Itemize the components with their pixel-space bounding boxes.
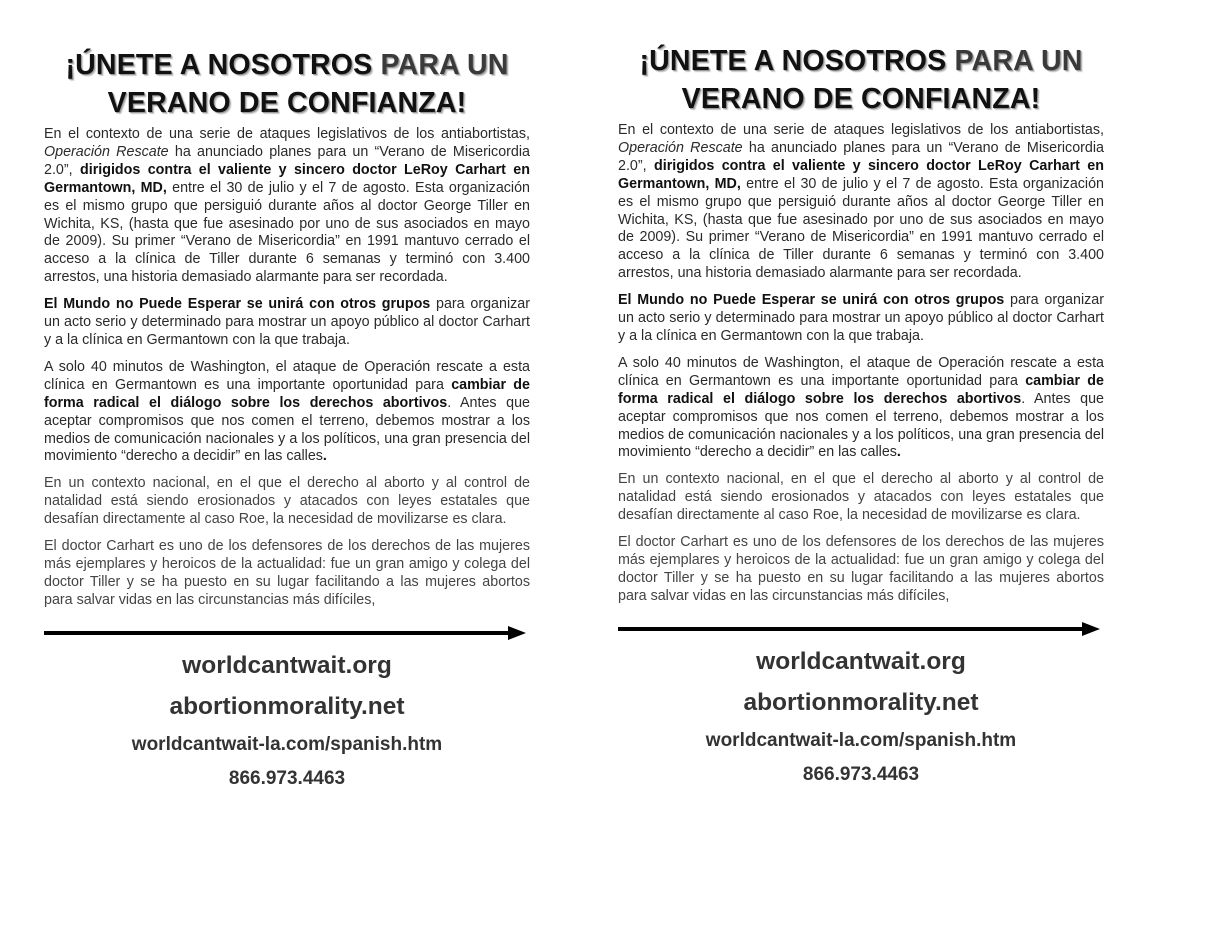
paragraph-national: En un contexto nacional, en el que el derecho al aborto y al control de natalidad está siendo erosionados y atacados con leyes estatales que desafían directamente al caso Roe, la necesidad de movilizarse es clara. (44, 475, 530, 528)
headline-line-1: ¡ÚNETE A NOSOTROS PARA UN (639, 45, 1083, 77)
headline-line-2: VERANO DE CONFIANZA! (107, 87, 467, 119)
contact-links (44, 652, 530, 790)
flyer-right (618, 42, 1104, 786)
flyer-body (618, 122, 1104, 606)
headline (44, 46, 530, 122)
paragraph-washington: A solo 40 minutos de Washington, el ataque de Operación rescate a esta clínica en Germantown es una importante oportunidad para cambiar de forma radical el diálogo sobre los derechos abortivos. Antes que aceptar compromisos que nos comen el terreno, debemos mostrar a los medios de comunicación nacionales y a los políticos, una gran presencia del movimiento “derecho a decidir” en las calles. (44, 358, 530, 465)
contact-links (618, 648, 1104, 786)
paragraph-national: En un contexto nacional, en el que el derecho al aborto y al control de natalidad está siendo erosionados y atacados con leyes estatales que desafían directamente al caso Roe, la necesidad de movilizarse es clara. (618, 471, 1104, 524)
paragraph-context: En el contexto de una serie de ataques legislativos de los antiabortistas, Operación Rescate ha anunciado planes para un “Verano de Misericordia 2.0”, dirigidos contra el valiente y sincero doctor LeRoy Carhart en Germantown, MD, entre el 30 de julio y el 7 de agosto. Esta organización es el mismo grupo que persiguió durante años al doctor George Tiller en Wichita, KS, (hasta que fue asesinado por uno de sus asociados en mayo de 2009). Su primer “Verano de Misericordia” en 1991 mantuvo cerrado el acceso a la clínica de Tiller durante 6 semanas y terminó con 3.400 arrestos, una historia demasiado alarmante para ser recordada. (618, 122, 1105, 282)
link-abortionmorality[interactable]: abortionmorality.net (743, 688, 979, 716)
flyer-body (44, 126, 530, 610)
flyer-left (44, 46, 530, 790)
link-worldcantwait-la[interactable]: worldcantwait-la.com/spanish.htm (131, 733, 443, 755)
phone-number: 866.973.4463 (228, 767, 346, 789)
right-arrow-icon (44, 626, 526, 640)
paragraph-join: El Mundo no Puede Esperar se unirá con otros grupos para organizar un acto serio y determinado para mostrar un apoyo público al doctor Carhart y a la clínica en Germantown con la que trabaja. (618, 292, 1104, 344)
link-worldcantwait[interactable]: worldcantwait.org (182, 651, 392, 679)
phone-number: 866.973.4463 (802, 763, 920, 785)
headline-line-1: ¡ÚNETE A NOSOTROS PARA UN (65, 49, 509, 81)
headline (618, 42, 1104, 118)
paragraph-join: El Mundo no Puede Esperar se unirá con otros grupos para organizar un acto serio y determinado para mostrar un apoyo público al doctor Carhart y a la clínica en Germantown con la que trabaja. (44, 296, 530, 348)
right-arrow-icon (618, 622, 1100, 636)
link-worldcantwait-la[interactable]: worldcantwait-la.com/spanish.htm (705, 729, 1017, 751)
link-worldcantwait[interactable]: worldcantwait.org (756, 647, 966, 675)
paragraph-context: En el contexto de una serie de ataques legislativos de los antiabortistas, Operación Rescate ha anunciado planes para un “Verano de Misericordia 2.0”, dirigidos contra el valiente y sincero doctor LeRoy Carhart en Germantown, MD, entre el 30 de julio y el 7 de agosto. Esta organización es el mismo grupo que persiguió durante años al doctor George Tiller en Wichita, KS, (hasta que fue asesinado por uno de sus asociados en mayo de 2009). Su primer “Verano de Misericordia” en 1991 mantuvo cerrado el acceso a la clínica de Tiller durante 6 semanas y terminó con 3.400 arrestos, una historia demasiado alarmante para ser recordada. (44, 126, 531, 286)
headline-line-2: VERANO DE CONFIANZA! (681, 83, 1041, 115)
paragraph-carhart: El doctor Carhart es uno de los defensores de los derechos de las mujeres más ejemplares y heroicos de la actualidad: fue un gran amigo y colega del doctor Tiller y se ha puesto en su lugar facilitando a las mujeres abortos para salvar vidas en las circunstancias más difíciles, (618, 534, 1104, 604)
link-abortionmorality[interactable]: abortionmorality.net (169, 692, 405, 720)
paragraph-carhart: El doctor Carhart es uno de los defensores de los derechos de las mujeres más ejemplares y heroicos de la actualidad: fue un gran amigo y colega del doctor Tiller y se ha puesto en su lugar facilitando a las mujeres abortos para salvar vidas en las circunstancias más difíciles, (44, 538, 530, 608)
paragraph-washington: A solo 40 minutos de Washington, el ataque de Operación rescate a esta clínica en Germantown es una importante oportunidad para cambiar de forma radical el diálogo sobre los derechos abortivos. Antes que aceptar compromisos que nos comen el terreno, debemos mostrar a los medios de comunicación nacionales y a los políticos, una gran presencia del movimiento “derecho a decidir” en las calles. (618, 354, 1104, 461)
